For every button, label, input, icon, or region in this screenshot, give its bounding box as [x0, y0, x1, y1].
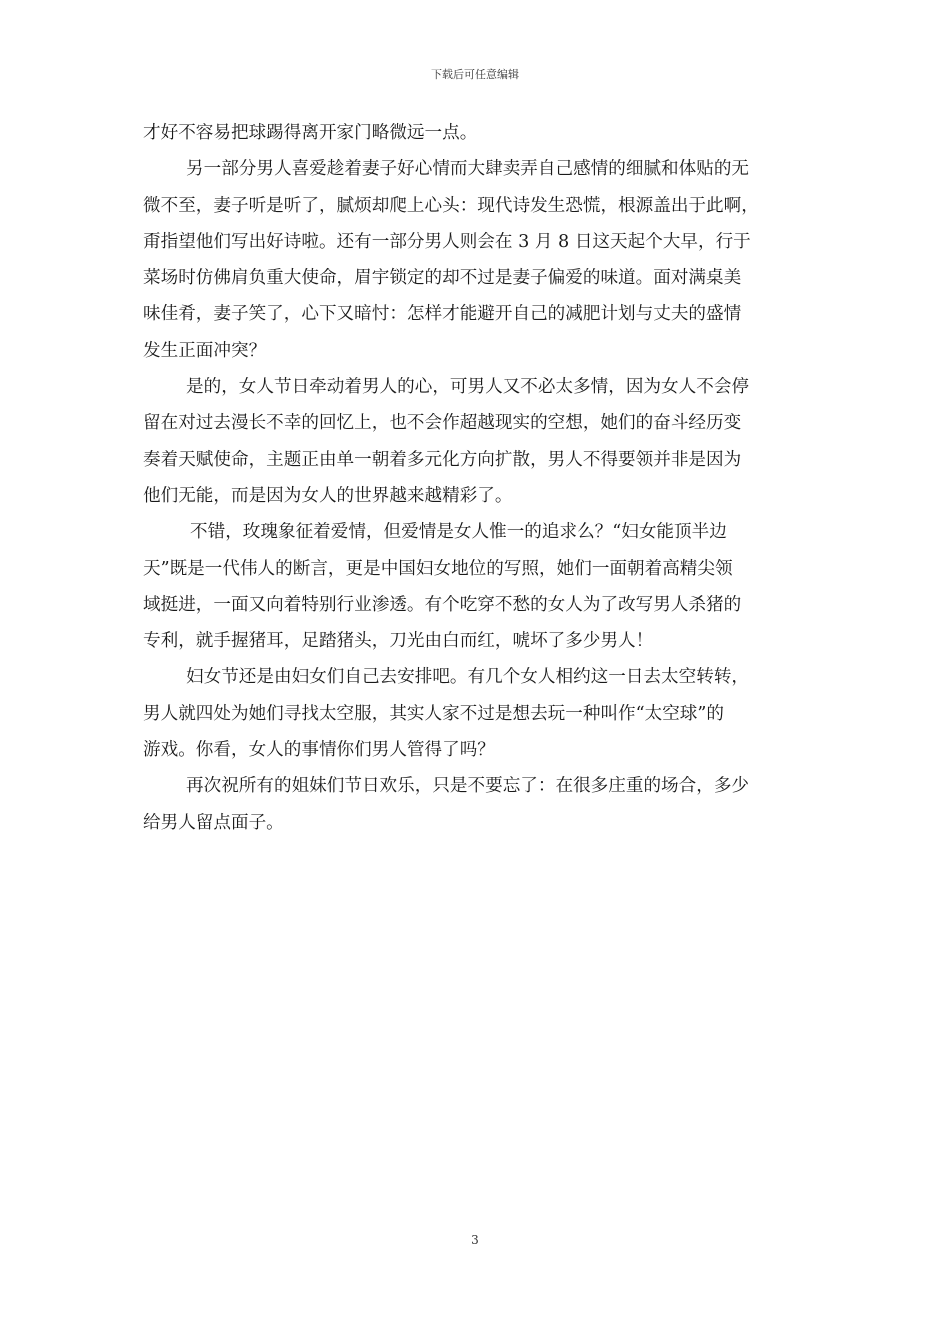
text-line: 才好不容易把球踢得离开家门略微远一点。 — [143, 123, 478, 143]
document-body — [143, 115, 808, 841]
text-line: 妇女节还是由妇女们自己去安排吧。有几个女人相约这一日去太空转转， — [186, 667, 750, 688]
text-line: 天”既是一代伟人的断言，更是中国妇女地位的写照，她们一面朝着高精尖领 — [143, 558, 733, 579]
text-line: 留在对过去漫长不幸的回忆上，也不会作超越现实的空想，她们的奋斗经历变 — [143, 413, 742, 434]
text-line: 味佳肴，妻子笑了，心下又暗忖：怎样才能避开自己的减肥计划与丈夫的盛情 — [143, 304, 742, 325]
text-line: 发生正面冲突？ — [143, 340, 267, 361]
text-line: 不错，玫瑰象征着爱情，但爱情是女人惟一的追求么？“妇女能顶半边 — [190, 522, 727, 543]
text-line: 奏着天赋使命，主题正由单一朝着多元化方向扩散，男人不得要领并非是因为 — [143, 449, 742, 470]
text-line: 游戏。你看，女人的事情你们男人管得了吗？ — [143, 740, 495, 761]
text-line: 甭指望他们写出好诗啦。还有一部分男人则会在 3 月 8 日这天起个大早，行于 — [143, 231, 751, 252]
text-line: 给男人留点面子。 — [143, 812, 284, 833]
text-line: 菜场时仿佛肩负重大使命，眉宇锁定的却不过是妻子偏爱的味道。面对满桌美 — [143, 268, 742, 289]
text-line: 域挺进，一面又向着特别行业渗透。有个吃穿不愁的女人为了改写男人杀猪的 — [143, 594, 742, 615]
text-line: 专利，就手握猪耳，足踏猪头，刀光由白而红，唬坏了多少男人！ — [143, 631, 654, 652]
text-line: 是的，女人节日牵动着男人的心，可男人又不必太多情，因为女人不会停 — [186, 377, 750, 398]
text-line: 他们无能，而是因为女人的世界越来越精彩了。 — [143, 485, 513, 506]
page-header: 下载后可任意编辑 — [431, 68, 519, 81]
text-line: 微不至，妻子听是听了，腻烦却爬上心头：现代诗发生恐慌，根源盖出于此啊， — [143, 195, 759, 216]
text-line: 男人就四处为她们寻找太空服，其实人家不过是想去玩一种叫作“太空球”的 — [143, 703, 724, 724]
page-number: 3 — [471, 1233, 479, 1247]
text-line: 再次祝所有的姐妹们节日欢乐，只是不要忘了：在很多庄重的场合，多少 — [186, 776, 750, 797]
text-line: 另一部分男人喜爱趁着妻子好心情而大肆卖弄自己感情的细腻和体贴的无 — [186, 159, 750, 180]
